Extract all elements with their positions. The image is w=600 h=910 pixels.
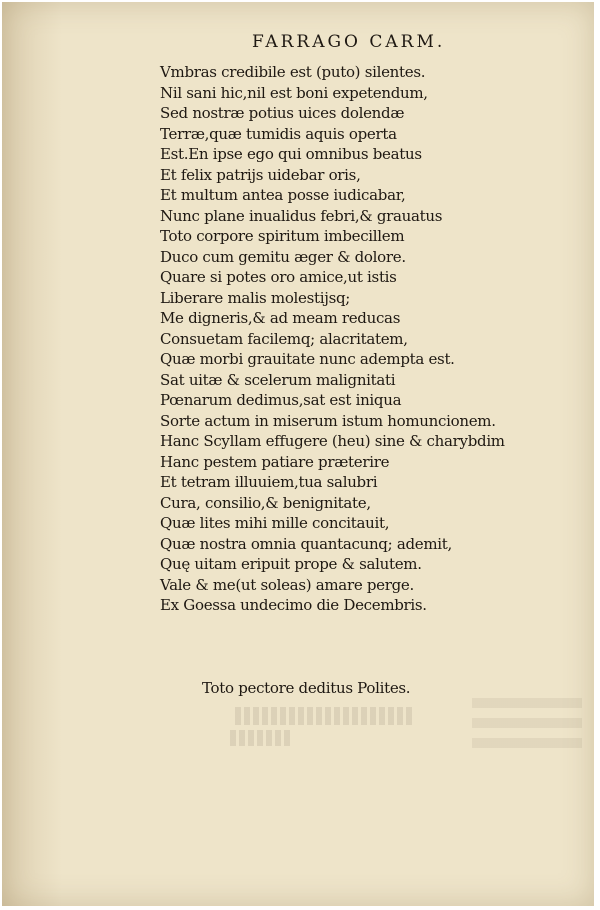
poem-line: Hanc Scyllam effugere (heu) sine & charybdim [160, 432, 505, 450]
poem-line: Quæ lites mihi mille concitauit, [160, 514, 390, 532]
poem-line: Me digneris,& ad meam reducas [160, 309, 401, 327]
poem-line: Pœnarum dedimus,sat est iniqua [160, 391, 402, 409]
poem-line: Et felix patrijs uidebar oris, [160, 165, 361, 184]
poem-line: Consuetam facilemq; alacritatem, [160, 329, 408, 348]
running-head: FARRAGO CARM. [252, 32, 446, 52]
poem-line: Terræ,quæ tumidis aquis operta [160, 124, 397, 143]
show-through-texture [232, 707, 412, 725]
poem-line: Quæ nostra omnia quantacunq; ademit, [160, 534, 452, 553]
poem-line: Ex Goessa undecimo die Decembris. [160, 596, 427, 614]
poem-line: Vale & me(ut soleas) amare perge. [160, 575, 414, 594]
show-through-texture [230, 730, 290, 746]
poem-text [160, 62, 580, 616]
poem-line: Nunc plane inualidus febri,& grauatus [160, 206, 443, 225]
poem-line: Et multum antea posse iudicabar, [160, 186, 406, 204]
signature-line: Toto pectore deditus Polites. [202, 679, 411, 697]
poem-line: Cura, consilio,& benignitate, [160, 493, 371, 512]
poem-line: Sorte actum in miserum istum homuncionem. [160, 411, 496, 430]
poem-line: Vmbras credibile est (puto) silentes. [160, 63, 426, 81]
poem-line: Toto corpore spiritum imbecillem [160, 227, 405, 245]
poem-line: Quæ morbi grauitate nunc adempta est. [160, 350, 455, 368]
poem-line: Et tetram illuuiem,tua salubri [160, 473, 378, 491]
poem-line: Liberare malis molestijsq; [160, 288, 351, 307]
poem-line: Hanc pestem patiare præterire [160, 452, 390, 471]
poem-line: Duco cum gemitu æger & dolore. [160, 247, 406, 266]
book-page [2, 2, 594, 906]
show-through-texture [472, 692, 582, 752]
poem-line: Quare si potes oro amice,ut istis [160, 268, 397, 286]
poem-line: Sed nostræ potius uices dolendæ [160, 104, 405, 122]
poem-line: Est.En ipse ego qui omnibus beatus [160, 145, 422, 163]
poem-line: Sat uitæ & scelerum malignitati [160, 370, 396, 389]
poem-line: Quę uitam eripuit prope & salutem. [160, 555, 422, 573]
poem-line: Nil sani hic,nil est boni expetendum, [160, 83, 428, 102]
